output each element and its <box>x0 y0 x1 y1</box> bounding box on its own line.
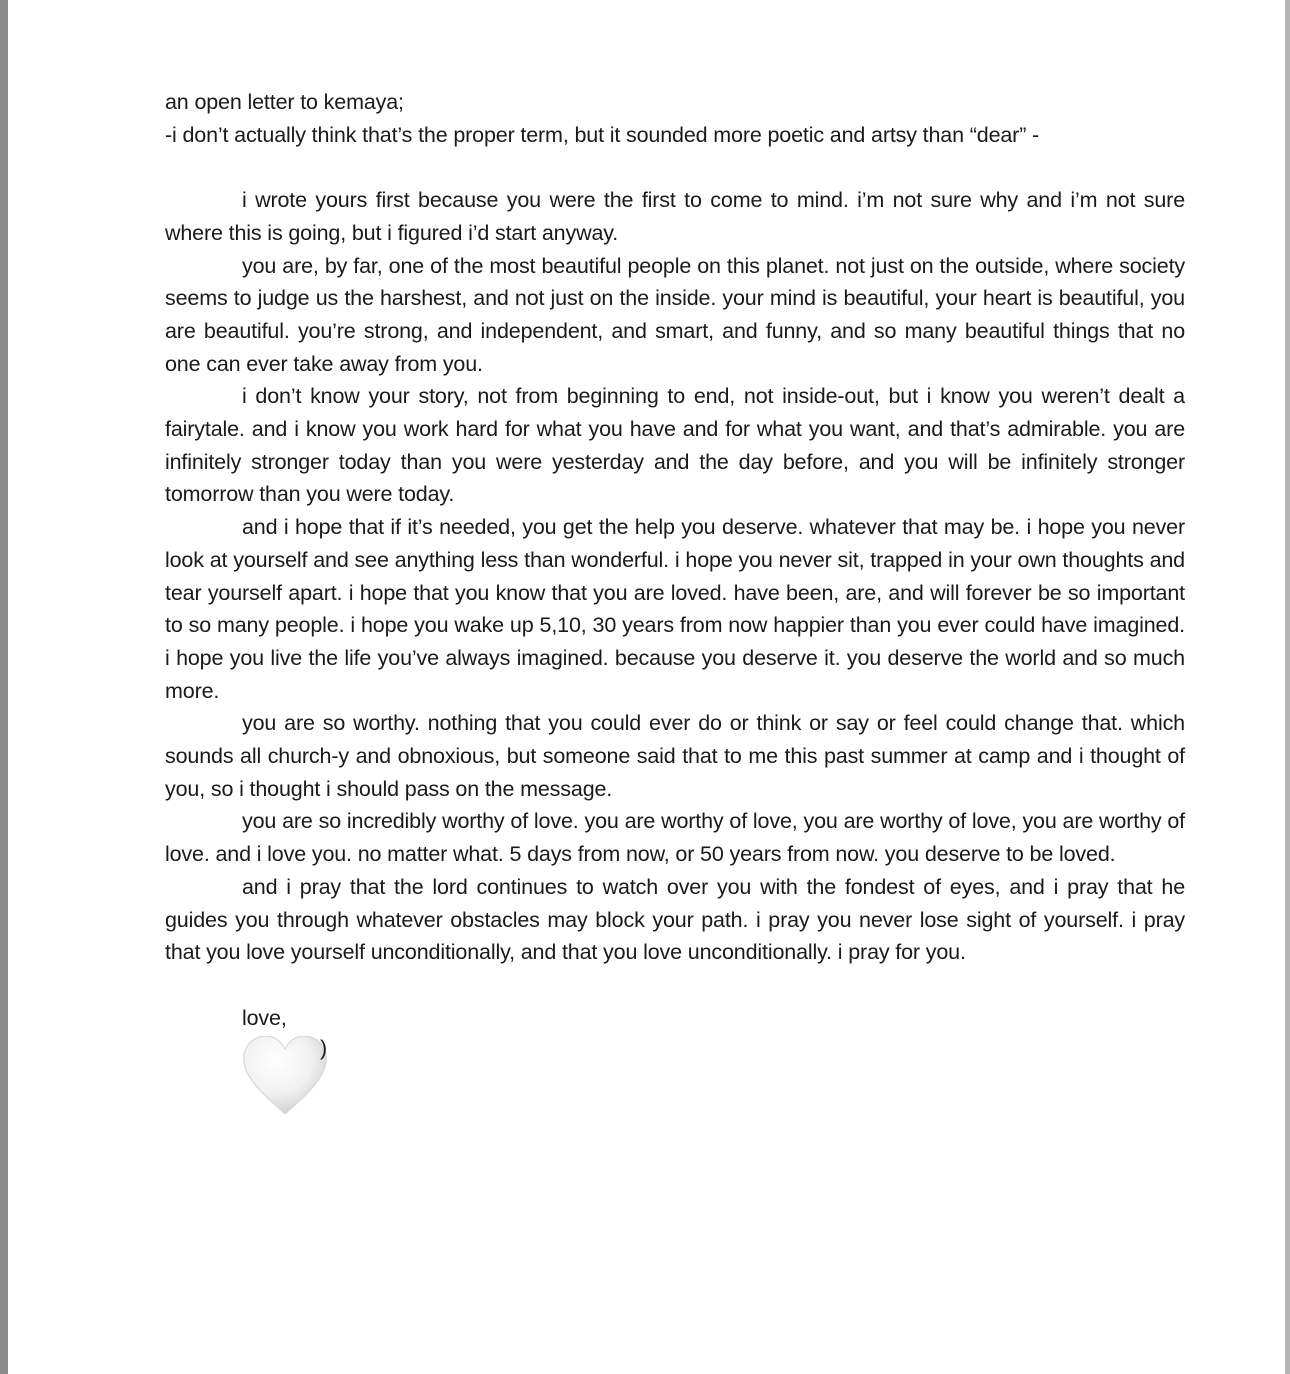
paragraph-3: i don’t know your story, not from beginning to end, not inside-out, but i know you weren’t dealt a fairytale. and i know you work hard for what you have and for what you want, and that’s admirable. you are infinitely stronger today than you were yesterday and the day before, and you will be infinitely stronger tomorrow than you were today. <box>165 384 1185 507</box>
paragraph-2: you are, by far, one of the most beautiful people on this planet. not just on the outside, where society seems to judge us the harshest, and not just on the inside. your mind is beautiful, your heart is beautiful, you are beautiful. you’re strong, and independent, and smart, and funny, and so many beautiful things that no one can ever take away from you. <box>165 253 1185 376</box>
right-edge-bar <box>1285 0 1290 1374</box>
paragraph-5: you are so worthy. nothing that you could ever do or think or say or feel could change that. which sounds all church-y and obnoxious, but someone said that to me this past summer at camp and i thought of you, so i thought i should pass on the message. <box>165 711 1185 801</box>
letter-page <box>165 86 1185 1116</box>
white-heart-icon <box>242 1036 328 1116</box>
paragraph-1: i wrote yours first because you were the first to come to mind. i’m not sure why and i’m not sure where this is going, but i figured i’d start anyway. <box>165 188 1185 245</box>
paragraph-7: and i pray that the lord continues to watch over you with the fondest of eyes, and i pray that he guides you through whatever obstacles may block your path. i pray you never lose sight of yourself. i pray that you love yourself unconditionally, and that you love unconditionally. i pray for you. <box>165 874 1185 965</box>
letter-title: an open letter to kemaya; <box>165 90 404 114</box>
paragraph-6: you are so incredibly worthy of love. you are worthy of love, you are worthy of love, you are worthy of love. and i love you. no matter what. 5 days from now, or 50 years from now. you deserve to be loved. <box>165 809 1185 867</box>
letter-subtitle: -i don’t actually think that’s the proper term, but it sounded more poetic and artsy than “dear” - <box>165 122 1040 147</box>
paragraph-4: and i hope that if it’s needed, you get the help you deserve. whatever that may be. i hope you never look at yourself and see anything less than wonderful. i hope you never sit, trapped in your own thoughts and tear yourself apart. i hope that you know that you are loved. have been, are, and will forever be so important to so many people. i hope you wake up 5,10, 30 years from now happier than you ever could have imagined. i hope you live the life you’ve always imagined. because you deserve it. you deserve the world and so much more. <box>165 515 1185 703</box>
signature <box>242 1036 328 1116</box>
left-edge-bar <box>0 0 8 1374</box>
blank-line <box>165 151 1185 184</box>
closing-line: love, <box>242 1005 287 1030</box>
signature-paren: ) <box>320 1036 328 1061</box>
